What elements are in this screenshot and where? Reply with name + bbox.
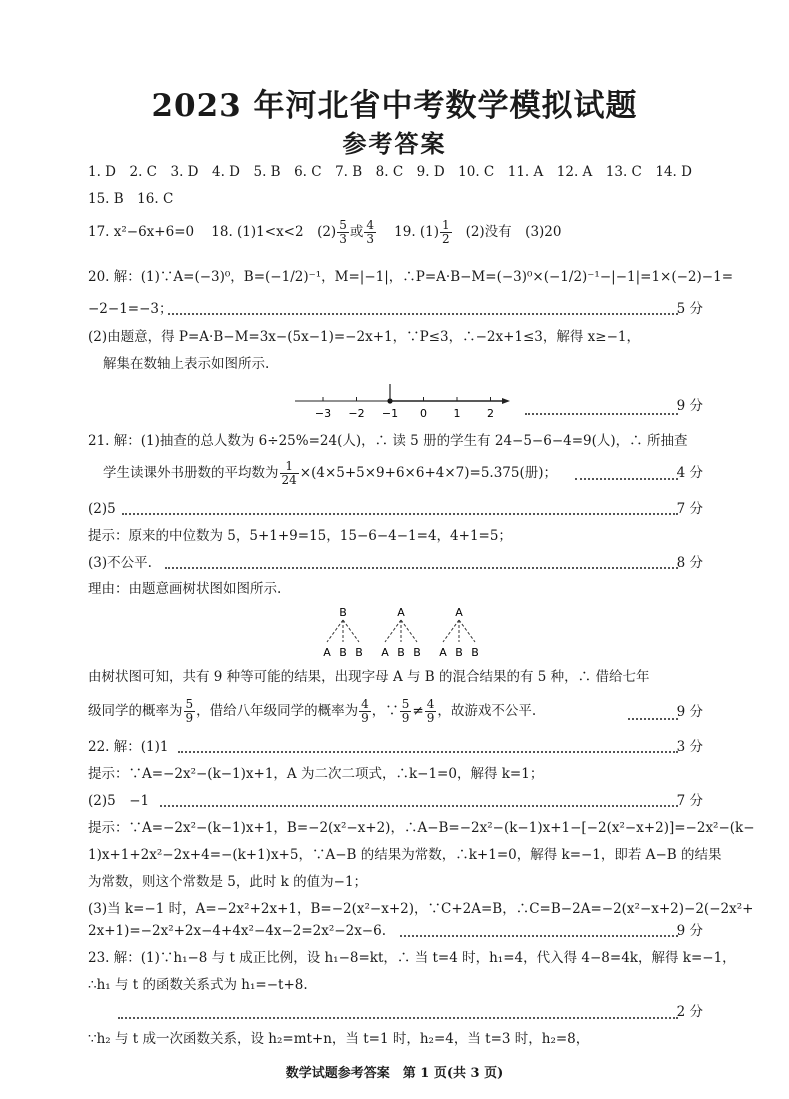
tree-leaf-node: A [381,646,389,659]
tree-branch [343,620,359,642]
q21-line-8-d: ≠ [412,703,424,719]
fraction-1-24: $\frac{1}{24}$ [281,459,297,487]
q21-line-6: 理由：由题意画树状图如图所示. [88,581,282,597]
q21-score-4: 9 分 [676,704,703,720]
q22-line-4: 提示：∵A=−2x²−(k−1)x+1，B=−2(x²−x+2)，∴A−B=−2x²−(k−1)x+1−[−2(x²−x+2)]=−2x²−(k− [88,820,755,836]
q22-line-8: 2x+1)=−2x²+2x−4+4x²−4x−2=2x²−2x−6. [88,923,386,939]
fraction-4-9: $\frac{4}{9}$ [361,697,369,725]
tree-branch [327,620,343,642]
leader-dots [118,1017,678,1019]
page-subtitle: 参考答案 [342,129,447,158]
tree-leaf-node: B [413,646,421,659]
answer-19: 19. (1) [394,224,440,240]
q22-line-7: (3)当 k=−1 时，A=−2x²+2x+1，B=−2(x²−x+2)，∵C+2A=B，∴C=B−2A=−2(x²−x+2)−2(−2x²+ [88,901,754,917]
answer-17: 17. x²−6x+6=0 [88,224,195,240]
leader-dots [122,513,678,515]
fraction-18-a: $\frac{5}{3}$ [339,218,347,246]
leader-dots [628,718,678,720]
q21-line-7: 由树状图可知，共有 9 种等可能的结果，出现字母 A 与 B 的混合结果的有 5 种，∴ 借给七年 [88,669,650,685]
q23-line-3: ∵h₂ 与 t 成一次函数关系，设 h₂=mt+n，当 t=1 时，h₂=4，当 t=3 时，h₂=8， [88,1031,590,1047]
q22-line-3: (2)5 −1 [88,793,150,809]
q22-line-2: 提示：∵A=−2x²−(k−1)x+1，A 为二次二项式，∴k−1=0，解得 k=1； [88,766,544,782]
tree-branch [401,620,417,642]
q22-line-6: 为常数，则这个常数是 5，此时 k 的值为−1； [88,874,368,890]
leader-dots [178,751,678,753]
tree-root-node: A [455,606,463,619]
q22-score-2: 7 分 [676,793,703,809]
fill-answers-line [88,218,710,246]
q20-score-2: 9 分 [676,398,703,414]
q21-line-2-text-b: ×(4×5+5×9+6×6+4×7)=5.375(册)； [299,465,558,481]
q21-line-2-text: 学生读课外书册数的平均数为 [103,465,279,481]
q22-line-5: 1)x+1+2x²−2x+4=−(k+1)x+5，∵A−B 的结果为常数，∴k+1=0，解得 k=−1，即若 A−B 的结果 [88,847,722,863]
answer-18-or: 或 [349,224,364,240]
number-line-figure [290,380,520,422]
mc-answers-line-1: 1. D 2. C 3. D 4. D 5. B 6. C 7. B 8. C 9. D 10. C 11. A 12. A 13. C 14. D [88,164,692,180]
fraction-18-b: $\frac{4}{3}$ [366,218,374,246]
fraction-19: $\frac{1}{2}$ [442,218,450,246]
q21-line-8 [88,697,710,725]
q20-line-1: 20. 解：(1)∵A=(−3)⁰，B=(−1/2)⁻¹，M=|−1|，∴P=A·B−M=(−3)⁰×(−1/2)⁻¹−|−1|=1×(−2)−1= [88,269,734,285]
q20-line-2: −2−1=−3； [88,301,173,317]
tree-leaf-node: B [455,646,463,659]
number-line-tick-label: 1 [453,407,461,420]
q21-line-4: 提示：原来的中位数为 5，5+1+9=15，15−6−4−1=4，4+1=5； [88,528,512,544]
q21-line-8-c: ，∵ [371,703,399,719]
leader-dots [160,805,678,807]
q21-score-3: 8 分 [676,555,703,571]
q22-line-1: 22. 解：(1)1 [88,739,169,755]
tree-leaf-node: B [339,646,347,659]
q23-line-2: ∴h₁ 与 t 的函数关系式为 h₁=−t+8. [88,977,308,993]
q22-score-3: 9 分 [676,923,703,939]
q20-line-4: 解集在数轴上表示如图所示. [103,356,270,372]
tree-leaf-node: A [439,646,447,659]
answer-19-rest: (2)没有 (3)20 [465,224,562,240]
q22-score-1: 3 分 [676,739,703,755]
q20-line-3: (2)由题意，得 P=A·B−M=3x−(5x−1)=−2x+1，∵P≤3，∴−2x+1≤3，解得 x≥−1， [88,329,641,345]
leader-dots [400,935,678,937]
number-line-tick-label: −1 [381,407,399,420]
number-line-tick-label: 0 [420,407,427,420]
number-line-tick-label: 2 [487,407,494,420]
q23-line-1: 23. 解：(1)∵h₁−8 与 t 成正比例，设 h₁−8=kt，∴ 当 t=4 时，h₁=4，代入得 4−8=4k，解得 k=−1， [88,950,736,966]
leader-dots [168,313,678,315]
leader-dots [525,413,678,415]
tree-root-node: B [339,606,347,619]
tree-leaf-node: B [355,646,363,659]
page-footer: 数学试题参考答案 第 1 页(共 3 页) [285,1066,504,1081]
tree-leaf-node: B [471,646,479,659]
tree-leaf-node: B [397,646,405,659]
tree-leaf-node: A [323,646,331,659]
q21-score-1: 4 分 [676,465,703,481]
number-line-tick-label: −3 [314,407,332,420]
answer-18: 18. (1)1<x<2 (2) [211,224,337,240]
leader-dots [575,478,678,480]
tree-diagram [318,604,498,660]
number-line-tick-label: −2 [348,407,365,420]
q20-score-1: 5 分 [676,301,703,317]
q21-line-3: (2)5 [88,501,116,517]
q21-line-1: 21. 解：(1)抽查的总人数为 6÷25%=24(人)，∴ 读 5 册的学生有 24−5−6−4=9(人)，∴ 所抽查 [88,433,688,449]
leader-dots [165,567,678,569]
tree-branch [459,620,475,642]
fraction-5-9: $\frac{5}{9}$ [185,697,194,725]
page-title: 2023 年河北省中考数学模拟试题 [151,88,638,124]
fraction-4-9-b: $\frac{4}{9}$ [426,697,435,725]
tree-branch [385,620,401,642]
fraction-5-9-b: $\frac{5}{9}$ [401,697,410,725]
tree-root-node: A [397,606,405,619]
q21-line-8-e: ，故游戏不公平. [437,703,537,719]
q21-line-5: (3)不公平. [88,555,152,571]
q21-line-8-b: ，借给八年级同学的概率为 [196,703,359,719]
q21-score-2: 7 分 [676,501,703,517]
q21-line-2 [103,460,710,487]
q21-line-8-a: 级同学的概率为 [88,703,183,719]
q23-score-1: 2 分 [676,1004,703,1020]
mc-answers-line-2: 15. B 16. C [88,191,174,207]
tree-branch [443,620,459,642]
